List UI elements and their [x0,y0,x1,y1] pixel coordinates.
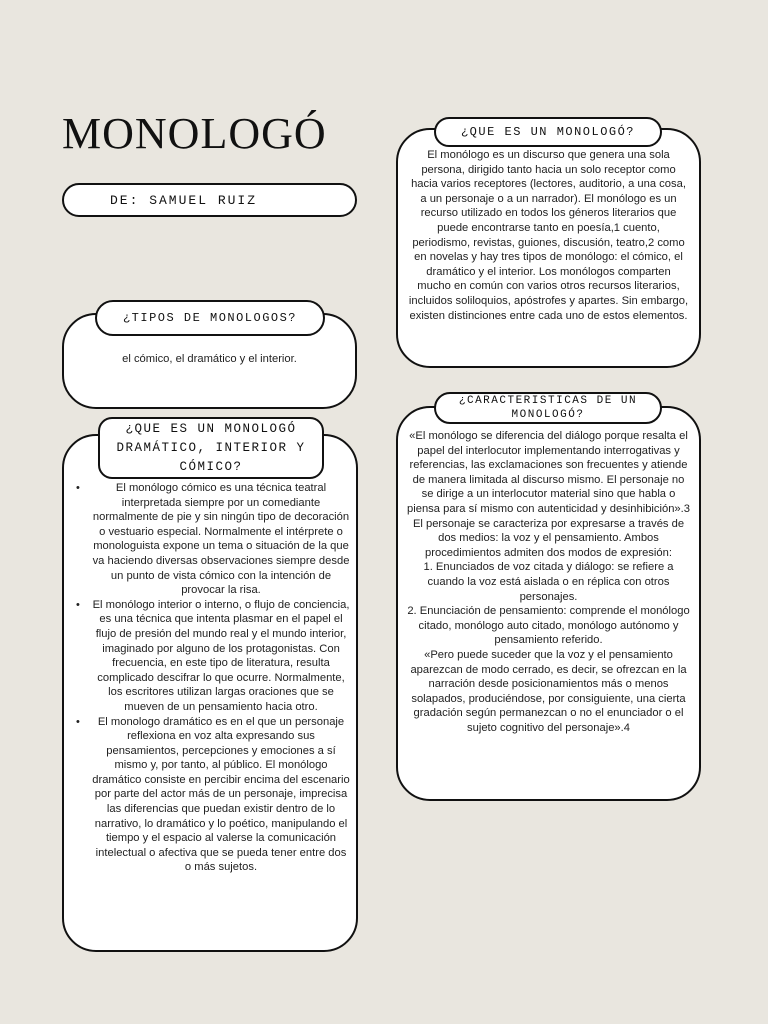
characteristics-list [406,560,691,648]
characteristics-item-1: 1. Enunciados de voz citada y diálogo: se refiere a cuando la voz está aislada o en réplica con otros personajes. [423,561,674,603]
list-item: • El monólogo interior o interno, o flujo de conciencia, es una técnica que intenta plasmar en el papel el flujo de presión del mundo real y el mundo interior, imaginado por alguno de los protagonistas. Con frecuencia, en este tipo de literatura, resulta complicado descifrar lo que ocurre. Normalmente, los escritores utilizan largas oraciones que se mueven de un pensamiento hacia otro. [72,598,350,715]
page-title: MONOLOGÓ [62,109,327,158]
what-is-monologue-box [396,128,701,368]
author-label: DE: SAMUEL RUIZ [62,183,357,217]
types-heading: ¿TIPOS DE MONOLOGOS? [95,300,325,336]
characteristics-box [396,406,701,801]
characteristics-para2: El personaje se caracteriza por expresarse a través de dos medios: la voz y el pensamiento. Ambos procedimientos admiten dos modos de expresión: [412,517,685,559]
characteristics-heading: ¿CARACTERISTICAS DE UN MONOLOGÓ? [434,392,662,424]
types-description-heading: ¿QUE ES UN MONOLOGÓ DRAMÁTICO, INTERIOR Y CÓMICO? [98,417,324,479]
types-description-box [62,434,358,952]
characteristics-intro: «El monólogo se diferencia del diálogo porque resalta el papel del interlocutor implementando interrogativas y referencias, las exclamaciones son frecuentes y atiende de manera limitada al discurso mismo. El personaje no se dirige a un interlocutor material sino que habla o piensa para sí mismo con autenticidad y desinhibición».3 [407,430,690,515]
what-is-monologue-heading: ¿QUE ES UN MONOLOGÓ? [434,117,662,147]
types-description-list [72,481,350,875]
list-item: • El monologo dramático es en el que un personaje reflexiona en voz alta expresando sus pensamientos, percepciones y emociones a sí mismo y, por tanto, al público. El monólogo dramático consiste en percibir encima del escenario por parte del actor más de un personaje, imprecisa las diferencias que puedan existir dentro de lo narrativo, lo dramático y lo poético, manipulando el tiempo y el espacio al valerse la comunicación intelectual o afectiva que se pueda tener entre dos o más sujetos. [72,715,350,876]
what-is-monologue-text: El monólogo es un discurso que genera una sola persona, dirigido tanto hacia un solo receptor como hacia varios receptores (lectores, auditorio, a una cosa, a un personaje o a un narrador). El monólogo es un recurso utilizado en todos los géneros literarios que puede encontrarse tanto en poesía,1 cuento, periodismo, revistas, guiones, discusión, teatro,2 como en novelas y hay tres tipos de monólogo: el cómico, el dramático y el interior. Los monólogos comparten mucho en común con varios otros recursos literarios, incluidos soliloquios, apóstrofes y apartes. Sin embargo, existen distinciones entre cada uno de estos elementos. [408,149,689,322]
characteristics-quote: «Pero puede suceder que la voz y el pensamiento aparezcan de modo cerrado, es decir, se ofrezcan en la narración desde posicionamientos más o menos solapados, produciéndose, por consiguiente, una cierta gradación según permanezcan o no el enunciador o el sujeto cognitivo del personaje».4 [410,648,687,734]
types-text: el cómico, el dramático y el interior. [122,353,297,365]
list-item: • El monólogo cómico es una técnica teatral interpretada siempre por un comediante normalmente de pie y sin ningún tipo de decoración o vestuario especial. Normalmente el intérprete o monologuista expone un tema o situación de la que va haciendo diversas observaciones siempre desde un punto de vista cómico con la intención de provocar la risa. [72,481,350,598]
characteristics-item-2: 2. Enunciación de pensamiento: comprende el monólogo citado, monólogo auto citado, monólogo autónomo y pensamiento referido. [407,605,690,647]
